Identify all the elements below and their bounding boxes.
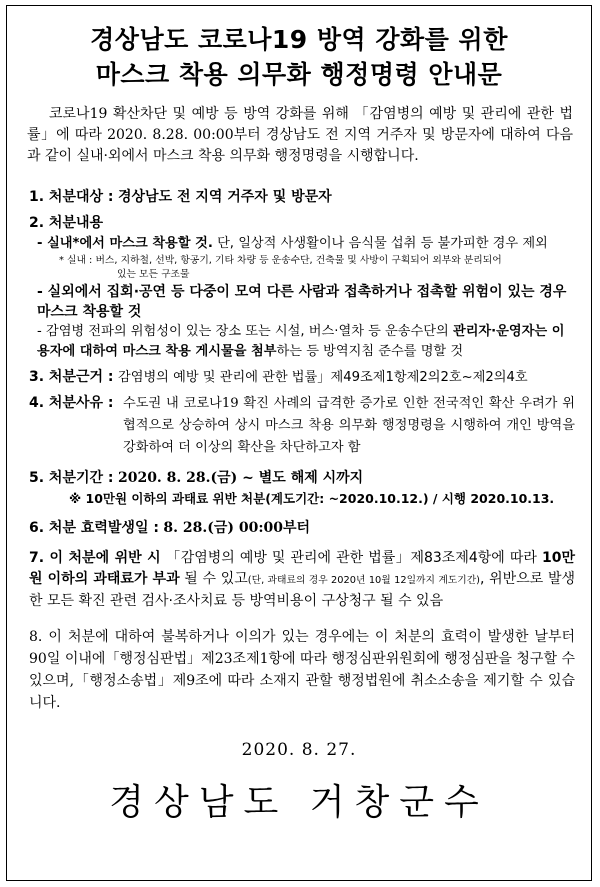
penalty-f: , 위반으로 발생한 모든 확진 관련 검사·조사치료 등 방역비용이 구상청구 될 수 있음: [29, 571, 575, 609]
section-period: [29, 468, 575, 509]
section-reason: [29, 393, 575, 459]
section-basis-text: 감염병의 예방 및 관리에 관한 법률」제49조제1항제2의2호~제2의4호: [117, 370, 528, 385]
managers-text-b: 관리자·운영자는 이용자에 대하여 마스크 착용 게시물을 첨부: [37, 324, 565, 359]
section-target-text: 경상남도 전 지역 거주자 및 방문자: [117, 189, 332, 205]
indoor-note: [59, 254, 575, 282]
notice-issuer: 경상남도 거창군수: [109, 782, 489, 823]
title-line-1: 경상남도 코로나19 방역 강화를 위한: [90, 25, 508, 54]
content-bullet-indoor-bold: - 실내*에서 마스크 착용할 것.: [37, 236, 213, 251]
penalty-e: (단, 과태료의 경우 2020년 10월 12일까지 계도기간): [247, 575, 480, 586]
section-effective-label: 6. 처분 효력발생일 :: [29, 520, 159, 536]
section-effective: [29, 518, 575, 539]
section-effective-text: 8. 28.(금) 00:00부터: [163, 520, 311, 536]
notice-title: [7, 22, 591, 92]
section-content: [29, 213, 575, 362]
section-target-label: 1. 처분대상 :: [29, 189, 114, 205]
penalty-c: 10만원 이하의 과태료가 부과: [29, 550, 575, 587]
section-appeal: 8. 이 처분에 대하여 불복하거나 이의가 있는 경우에는 이 처분의 효력이 발생한 날부터 90일 이내에「행정심판법」제23조제1항에 따라 행정심판위원회에 행정심판을 청구할 수 있으며,「행정소송법」제9조에 따라 소재지 관할 행정법원에 취소소송을 제기할 수 있습니다.: [29, 629, 575, 711]
section-period-note: ※ 10만원 이하의 과태료 위반 처분(계도기간: ~2020.10.12.) / 시행 2020.10.13.: [69, 491, 555, 506]
managers-text-c: 하는 등 방역지침 준수를 명할 것: [276, 344, 464, 359]
section-penalty: [29, 548, 575, 612]
section-basis-label: 3. 처분근거 :: [29, 369, 114, 385]
section-reason-text: 수도권 내 코로나19 확진 사례의 급격한 증가로 인한 전국적인 확산 우려가 위협적으로 상승하여 상시 마스크 착용 의무화 행정명령을 시행하여 개인 방역을 강화하여 더 이상의 확산을 차단하고자 함: [123, 396, 575, 455]
content-bullet-indoor: [37, 234, 567, 254]
section-basis: [29, 367, 575, 388]
section-period-label: 5. 처분기간 :: [29, 470, 114, 486]
managers-text-a: - 감염병 전파의 위험성이 있는 장소 또는 시설, 버스·열차 등 운송수단의: [37, 324, 453, 339]
title-line-2: 마스크 착용 의무화 행정명령 안내문: [95, 60, 503, 89]
notice-document: [6, 5, 592, 881]
penalty-d: 될 수 있고: [179, 571, 248, 587]
penalty-b: 「감염병의 예방 및 관리에 관한 법률」제83조제4항에 따라: [166, 550, 542, 566]
indoor-note-line1: * 실내 : 버스, 지하철, 선박, 항공기, 기타 차량 등 운송수단, 건축물 및 사방이 구획되어 외부와 분리되어: [59, 255, 502, 266]
penalty-a: 7. 이 처분에 위반 시: [29, 550, 167, 566]
section-reason-label: 4. 처분사유 :: [29, 395, 114, 411]
section-content-label: 2. 처분내용: [29, 215, 104, 231]
indoor-note-line2: 있는 모든 구조물: [117, 269, 190, 280]
section-period-text: 2020. 8. 28.(금) ~ 별도 해제 시까지: [117, 470, 364, 486]
content-bullet-indoor-rest: 단, 일상적 사생활이나 음식물 섭취 등 불가피한 경우 제외: [212, 236, 548, 251]
content-bullet-managers: [37, 322, 567, 362]
content-bullet-outdoor: - 실외에서 집회·공연 등 다중이 모여 다른 사람과 접촉하거나 접촉할 위험이 있는 경우 마스크 착용할 것: [37, 284, 567, 320]
notice-date: 2020. 8. 27.: [241, 740, 357, 760]
intro-paragraph: 코로나19 확산차단 및 예방 등 방역 강화를 위해 「감염병의 예방 및 관리에 관한 법률」에 따라 2020. 8.28. 00:00부터 경상남도 전 지역 거주자 및 방문자에 대하여 다음과 같이 실내·외에서 마스크 착용 의무화 행정명령을 시행합니다.: [27, 106, 573, 164]
section-target: [29, 187, 575, 208]
